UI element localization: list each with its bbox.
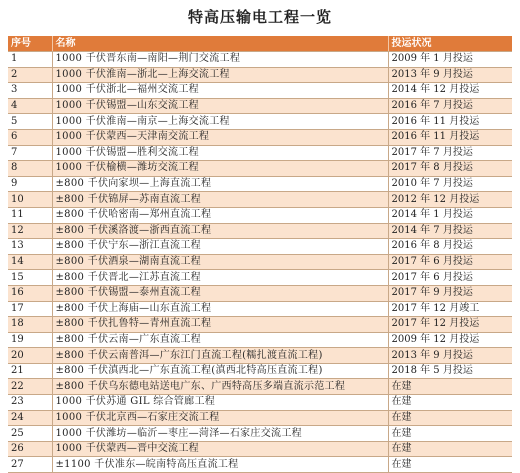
cell-name: 1000 千伏潍坊—临沂—枣庄—菏泽—石家庄交流工程: [52, 426, 388, 442]
projects-table: [8, 36, 512, 473]
cell-name: ±800 千伏锦屏—苏南直流工程: [52, 192, 388, 208]
table-row: [8, 83, 512, 99]
cell-name: 1000 千伏蒙西—晋中交流工程: [52, 441, 388, 457]
cell-name: 1000 千伏北京西—石家庄交流工程: [52, 410, 388, 426]
cell-index: 3: [8, 83, 52, 99]
cell-status: 在建: [388, 379, 512, 395]
page-title: 特高压输电工程一览: [187, 8, 332, 26]
cell-index: 4: [8, 98, 52, 114]
cell-index: 26: [8, 441, 52, 457]
cell-name: 1000 千伏锡盟—胜利交流工程: [52, 145, 388, 161]
table-row: [8, 317, 512, 333]
cell-name: ±800 千伏云南普洱—广东江门直流工程(糯扎渡直流工程): [52, 348, 388, 364]
cell-index: 25: [8, 426, 52, 442]
table-row: [8, 207, 512, 223]
cell-status: 2014 年 12 月投运: [388, 83, 512, 99]
cell-status: 2017 年 8 月投运: [388, 161, 512, 177]
table-row: [8, 176, 512, 192]
cell-index: 21: [8, 363, 52, 379]
cell-index: 20: [8, 348, 52, 364]
table-header: [8, 36, 512, 52]
cell-name: ±800 千伏滇西北—广东直流工程(滇西北特高压直流工程): [52, 363, 388, 379]
header-status: 投运状况: [388, 36, 512, 52]
cell-status: 2014 年 7 月投运: [388, 223, 512, 239]
cell-index: 14: [8, 254, 52, 270]
cell-index: 22: [8, 379, 52, 395]
cell-status: 在建: [388, 395, 512, 411]
cell-name: ±800 千伏向家坝—上海直流工程: [52, 176, 388, 192]
table-row: [8, 457, 512, 473]
cell-index: 24: [8, 410, 52, 426]
cell-status: 2018 年 5 月投运: [388, 363, 512, 379]
table-row: [8, 52, 512, 68]
table-row: [8, 379, 512, 395]
cell-index: 17: [8, 301, 52, 317]
table-row: [8, 348, 512, 364]
cell-status: 2012 年 12 月投运: [388, 192, 512, 208]
cell-index: 16: [8, 285, 52, 301]
cell-status: 2017 年 9 月投运: [388, 285, 512, 301]
cell-name: 1000 千伏淮南—浙北—上海交流工程: [52, 67, 388, 83]
table-row: [8, 285, 512, 301]
cell-name: 1000 千伏苏通 GIL 综合管廊工程: [52, 395, 388, 411]
cell-status: 2016 年 11 月投运: [388, 129, 512, 145]
cell-status: 2017 年 12 月投运: [388, 317, 512, 333]
cell-status: 2016 年 7 月投运: [388, 98, 512, 114]
table-row: [8, 161, 512, 177]
cell-status: 2017 年 7 月投运: [388, 145, 512, 161]
cell-name: 1000 千伏浙北—福州交流工程: [52, 83, 388, 99]
cell-name: 1000 千伏锡盟—山东交流工程: [52, 98, 388, 114]
cell-index: 15: [8, 270, 52, 286]
cell-status: 2009 年 12 月投运: [388, 332, 512, 348]
cell-status: 在建: [388, 410, 512, 426]
table-row: [8, 363, 512, 379]
cell-index: 1: [8, 52, 52, 68]
cell-index: 7: [8, 145, 52, 161]
cell-name: 1000 千伏淮南—南京—上海交流工程: [52, 114, 388, 130]
table-row: [8, 114, 512, 130]
cell-index: 10: [8, 192, 52, 208]
cell-name: 1000 千伏榆横—潍坊交流工程: [52, 161, 388, 177]
table-row: [8, 426, 512, 442]
cell-name: ±800 千伏锡盟—泰州直流工程: [52, 285, 388, 301]
table-row: [8, 239, 512, 255]
cell-name: ±800 千伏宁东—浙江直流工程: [52, 239, 388, 255]
cell-status: 在建: [388, 457, 512, 473]
cell-status: 在建: [388, 441, 512, 457]
cell-index: 19: [8, 332, 52, 348]
cell-status: 2017 年 12 月竣工: [388, 301, 512, 317]
cell-status: 2010 年 7 月投运: [388, 176, 512, 192]
cell-index: 8: [8, 161, 52, 177]
cell-status: 2017 年 6 月投运: [388, 270, 512, 286]
table-row: [8, 301, 512, 317]
table-row: [8, 410, 512, 426]
cell-status: 2016 年 8 月投运: [388, 239, 512, 255]
table-row: [8, 129, 512, 145]
table-body: [8, 52, 512, 473]
table-row: [8, 270, 512, 286]
table-row: [8, 145, 512, 161]
cell-index: 23: [8, 395, 52, 411]
cell-name: ±800 千伏上海庙—山东直流工程: [52, 301, 388, 317]
cell-index: 9: [8, 176, 52, 192]
cell-index: 27: [8, 457, 52, 473]
table-row: [8, 223, 512, 239]
cell-status: 2013 年 9 月投运: [388, 67, 512, 83]
cell-index: 11: [8, 207, 52, 223]
header-row: [8, 36, 512, 52]
table-row: [8, 192, 512, 208]
cell-status: 2013 年 9 月投运: [388, 348, 512, 364]
cell-name: ±800 千伏乌东德电站送电广东、广西特高压多端直流示范工程: [52, 379, 388, 395]
cell-status: 2009 年 1 月投运: [388, 52, 512, 68]
cell-status: 2014 年 1 月投运: [388, 207, 512, 223]
cell-name: ±800 千伏云南—广东直流工程: [52, 332, 388, 348]
header-index: 序号: [8, 36, 52, 52]
cell-index: 12: [8, 223, 52, 239]
table-row: [8, 332, 512, 348]
cell-name: ±800 千伏溪洛渡—浙西直流工程: [52, 223, 388, 239]
cell-index: 18: [8, 317, 52, 333]
header-name: 名称: [52, 36, 388, 52]
table-row: [8, 441, 512, 457]
table-row: [8, 67, 512, 83]
cell-name: ±800 千伏扎鲁特—青州直流工程: [52, 317, 388, 333]
cell-name: ±800 千伏晋北—江苏直流工程: [52, 270, 388, 286]
cell-name: 1000 千伏晋东南—南阳—荆门交流工程: [52, 52, 388, 68]
cell-name: ±800 千伏酒泉—湖南直流工程: [52, 254, 388, 270]
cell-status: 2017 年 6 月投运: [388, 254, 512, 270]
cell-status: 在建: [388, 426, 512, 442]
cell-index: 2: [8, 67, 52, 83]
cell-name: ±1100 千伏准东—皖南特高压直流工程: [52, 457, 388, 473]
cell-name: 1000 千伏蒙西—天津南交流工程: [52, 129, 388, 145]
table-row: [8, 254, 512, 270]
cell-index: 13: [8, 239, 52, 255]
cell-index: 6: [8, 129, 52, 145]
table-row: [8, 395, 512, 411]
cell-status: 2016 年 11 月投运: [388, 114, 512, 130]
cell-index: 5: [8, 114, 52, 130]
cell-name: ±800 千伏哈密南—郑州直流工程: [52, 207, 388, 223]
table-row: [8, 98, 512, 114]
